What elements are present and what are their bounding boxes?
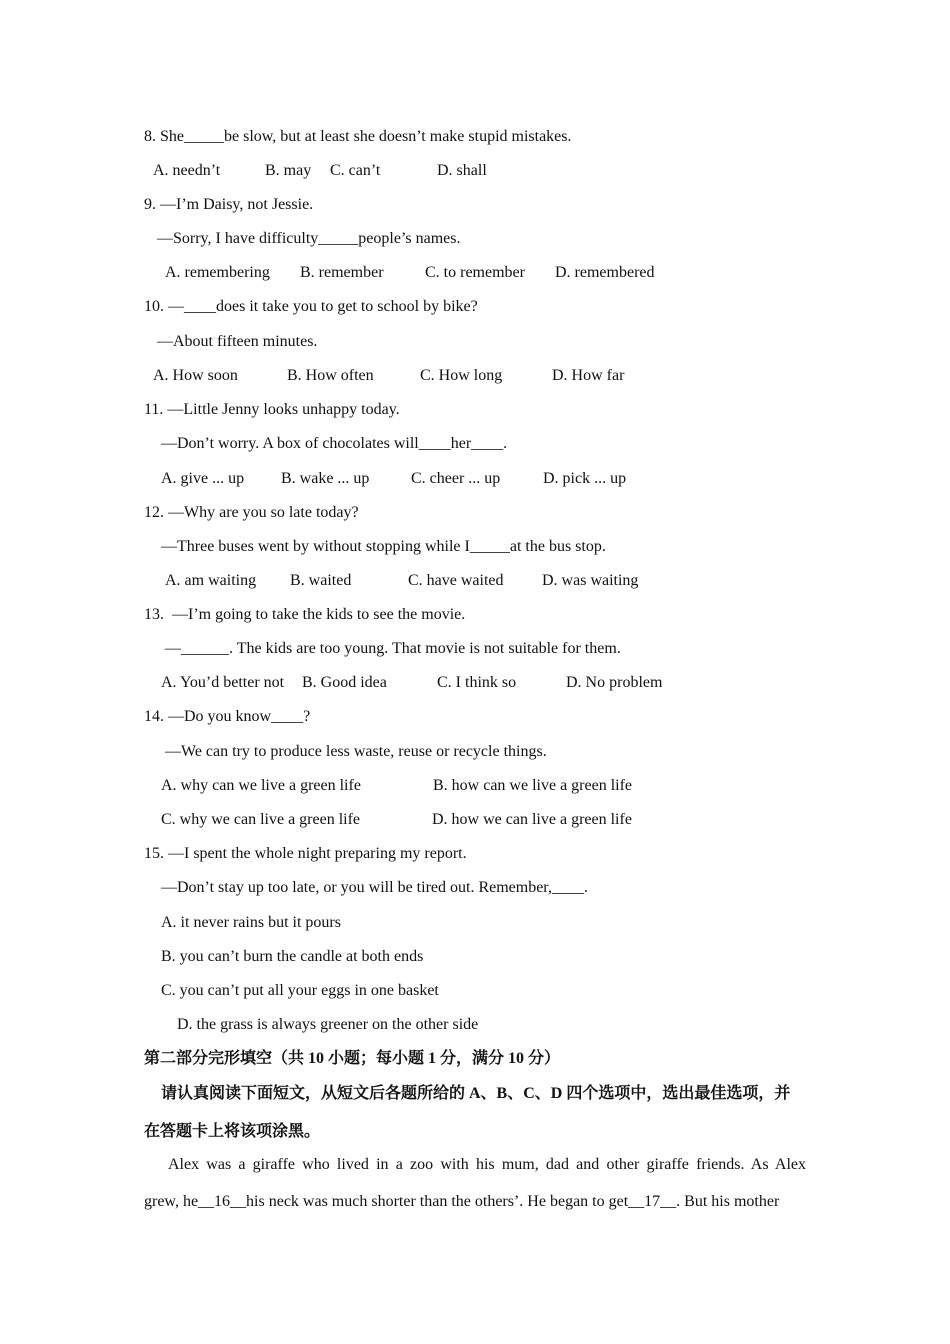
q10-option-a: A. How soon [153, 367, 238, 384]
q13-option-b: B. Good idea [302, 674, 387, 691]
q9-stem: 9. —I’m Daisy, not Jessie. [144, 196, 314, 213]
q9-option-b: B. remember [300, 264, 384, 281]
q11-option-b: B. wake ... up [281, 470, 370, 487]
q14-option-a: A. why can we live a green life [161, 777, 361, 794]
q9-option-d: D. remembered [555, 264, 655, 281]
q15-option-c: C. you can’t put all your eggs in one basket [161, 982, 439, 999]
q11-option-c: C. cheer ... up [411, 470, 501, 487]
q8-option-d: D. shall [437, 162, 487, 179]
blank-17[interactable]: __17__ [628, 1193, 677, 1210]
q11-reply: —Don’t worry. A box of chocolates will____her____. [161, 435, 508, 452]
passage-text-2b: his neck was much shorter than the others’. He began to get [246, 1193, 629, 1210]
q12-option-b: B. waited [290, 572, 352, 589]
passage-text-2c: . But his mother [676, 1193, 780, 1210]
q15-stem: 15. —I spent the whole night preparing my report. [144, 845, 467, 862]
q9-reply: —Sorry, I have difficulty_____people’s names. [157, 230, 461, 247]
q14-option-b: B. how can we live a green life [433, 777, 633, 794]
q15-option-b: B. you can’t burn the candle at both ends [161, 948, 424, 965]
q10-option-b: B. How often [287, 367, 374, 384]
q9-option-a: A. remembering [165, 264, 270, 281]
q12-option-a: A. am waiting [165, 572, 257, 589]
q14-option-d: D. how we can live a green life [432, 811, 632, 828]
q8-option-b: B. may [265, 162, 312, 179]
q13-option-d: D. No problem [566, 674, 663, 691]
passage-line-1 [144, 1155, 806, 1175]
q9-option-c: C. to remember [425, 264, 525, 281]
q12-option-d: D. was waiting [542, 572, 639, 589]
q10-option-d: D. How far [552, 367, 625, 384]
q14-stem: 14. —Do you know____? [144, 708, 311, 725]
q11-stem: 11. —Little Jenny looks unhappy today. [144, 401, 400, 418]
q12-stem: 12. —Why are you so late today? [144, 504, 359, 521]
q13-reply: —______. The kids are too young. That movie is not suitable for them. [165, 640, 621, 657]
passage-text-2a: grew, he [144, 1193, 199, 1210]
q12-reply: —Three buses went by without stopping while I_____at the bus stop. [161, 538, 606, 555]
q13-stem: 13. —I’m going to take the kids to see the movie. [144, 606, 466, 623]
q15-option-a: A. it never rains but it pours [161, 914, 341, 931]
part2-instruction-line2: 在答题卡上将该项涂黑。 [144, 1123, 321, 1140]
blank-16[interactable]: __16__ [198, 1193, 247, 1210]
q8-stem: 8. She_____be slow, but at least she doesn’t make stupid mistakes. [144, 128, 572, 145]
q10-option-c: C. How long [420, 367, 503, 384]
passage-text-1: Alex was a giraffe who lived in a zoo with his mum, dad and other giraffe friends. As Alex [168, 1156, 806, 1173]
q11-option-a: A. give ... up [161, 470, 245, 487]
q14-reply: —We can try to produce less waste, reuse or recycle things. [165, 743, 547, 760]
q12-option-c: C. have waited [408, 572, 504, 589]
part2-heading: 第二部分完形填空（共 10 小题；每小题 1 分，满分 10 分） [144, 1050, 561, 1067]
q14-option-c: C. why we can live a green life [161, 811, 361, 828]
q15-option-d: D. the grass is always greener on the other side [177, 1016, 479, 1033]
q10-stem: 10. —____does it take you to get to school by bike? [144, 298, 478, 315]
q13-option-c: C. I think so [437, 674, 517, 691]
part2-instruction-line1: 请认真阅读下面短文，从短文后各题所给的 A、B、C、D 四个选项中，选出最佳选项，并 [161, 1085, 791, 1102]
passage-line-2 [144, 1192, 806, 1212]
q8-option-a: A. needn’t [153, 162, 221, 179]
q11-option-d: D. pick ... up [543, 470, 627, 487]
q10-reply: —About fifteen minutes. [157, 333, 318, 350]
q13-option-a: A. You’d better not [161, 674, 285, 691]
q8-option-c: C. can’t [330, 162, 381, 179]
q15-reply: —Don’t stay up too late, or you will be tired out. Remember,____. [161, 879, 588, 896]
